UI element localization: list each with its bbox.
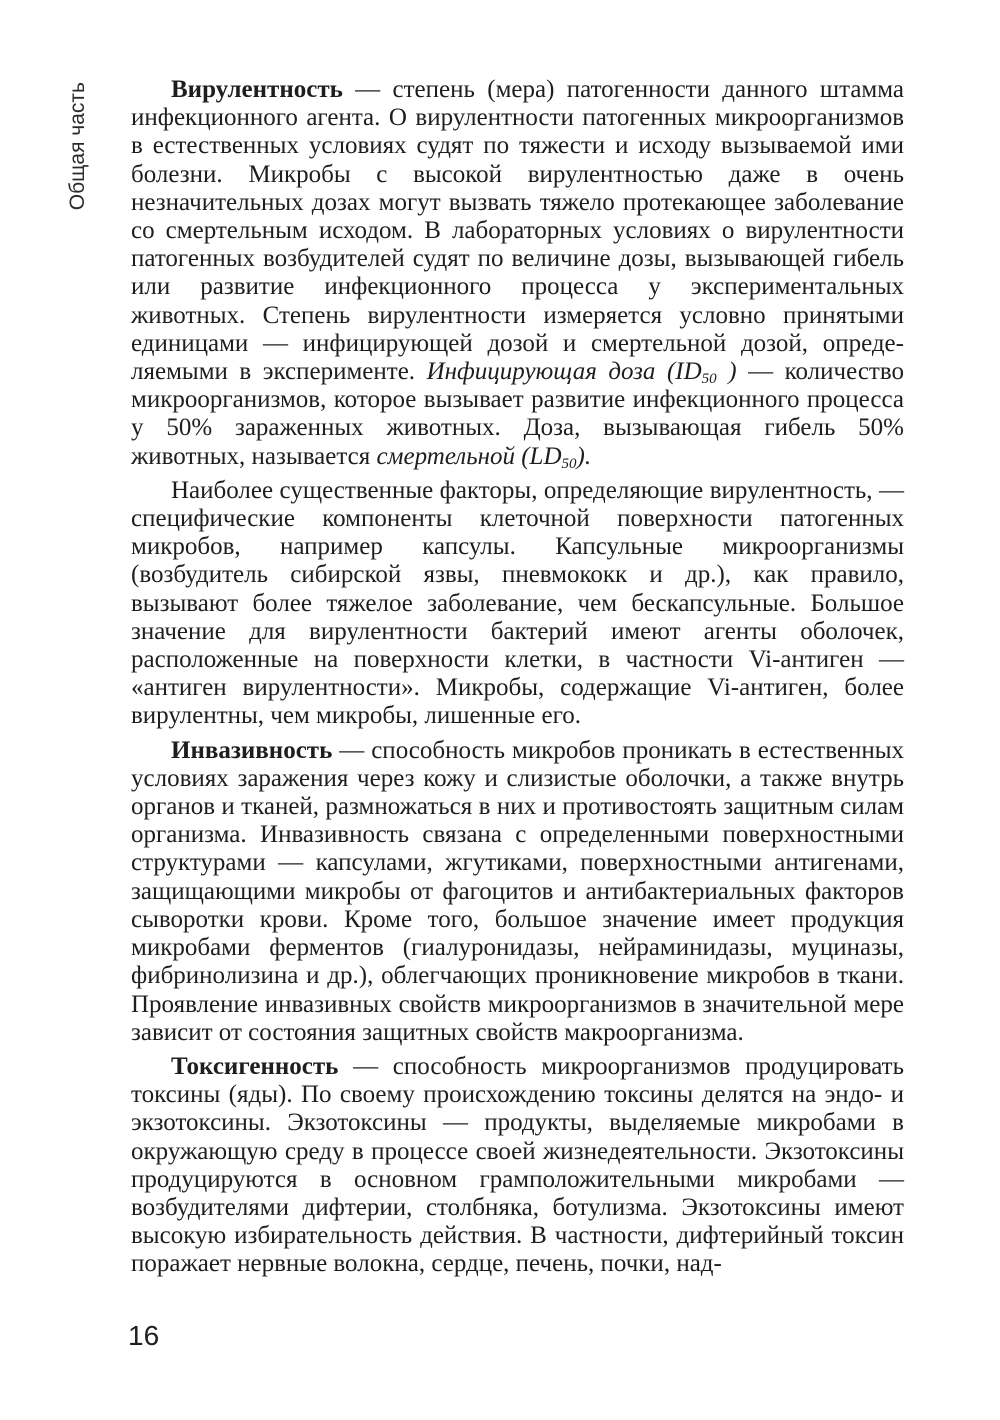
- paragraph-invasiveness: [131, 737, 904, 1047]
- subscript: 50: [701, 371, 717, 388]
- paragraph-text: — способность микроорганизмов продуцировать токсины (яды). По своему происхождению токсины делятся на эндо- и экзотоксины. Экзотоксины — продукты, выделяемые микробами в окружающую среду в процессе своей жизнедеятельности. Экзотоксины продуцируются в основном грамположительными микробами — возбудителями дифтерии, столбняка, ботулизма. Экзотоксины имеют высокую избирательность действия. В частности, дифтерийный токсин поражает нервные волокна, сердце, печень, почки, над-: [131, 1052, 904, 1278]
- page-number: 16: [128, 1320, 160, 1351]
- paragraph-text: Наиболее существенные факторы, определяющие вирулентность, — специфические компоненты клеточной поверхности патогенных микробов, например капсулы. Капсульные микроорганизмы (возбудитель сибирской язвы, пневмококк и др.), как правило, вызывают более тяжелое заболевание, чем бескапсульные. Большое значение для вирулентности бактерий имеют агенты оболочек, расположенные на поверхности клетки, в частности Vi-антиген — «антиген вирулентности». Микробы, содержащие Vi-антиген, более вирулентны, чем микробы, лишенные его.: [131, 476, 904, 730]
- paragraph-text: — количество микроорганизмов, которое вызывает развитие инфекционного процесса у 50% зараженных животных. Доза, вызывающая гибель 50% животных, называется: [131, 358, 904, 470]
- subscript: 50: [561, 455, 577, 472]
- term-virulence: Вирулентность: [171, 76, 343, 103]
- italic-term-lethal-dose: [376, 443, 591, 470]
- italic-text: ): [716, 358, 737, 386]
- page-body: [131, 76, 904, 1285]
- paragraph-text: — способность микробов проникать в естественных условиях заражения через кожу и слизистые оболочки, а также внутрь органов и тканей, размножаться в них и противостоять защитным силам организма. Инвазивность связана с определенными поверхностными структурами — капсулами, жгутиками, поверхностными антигенами, защищающими микробы от фагоцитов и антибактериальных факторов сыворотки крови. Кроме того, большое значение имеет продукция микробами ферментов (гиалуронидазы, нейраминидазы, муциназы, фибринолизина и др.), облегчающих проникновение микробов в ткани. Проявление инвазивных свойств микроорганизмов в значительной мере зависит от состояния защитных свойств макроорганизма.: [131, 736, 904, 1046]
- paragraph-toxigenicity: [131, 1053, 904, 1279]
- italic-text: ).: [576, 442, 592, 470]
- term-toxigenicity: Токсигенность: [171, 1052, 339, 1080]
- italic-text: Инфицирующая доза (ID: [426, 358, 702, 386]
- paragraph-virulence-factors: [131, 477, 904, 731]
- running-header: Общая часть: [66, 82, 89, 211]
- italic-text: смертельной (LD: [376, 442, 562, 470]
- paragraph-virulence: [131, 76, 904, 471]
- italic-term-infective-dose: [426, 358, 737, 388]
- paragraph-text: — степень (мера) патогенности данного штамма инфекционного агента. О вирулентности патогенных микроорганизмов в естественных условиях судят по тяжести и исходу вызываемой ими болезни. Микробы с высокой вирулентностью даже в очень незначительных дозах могут вызвать тяжело протекающее заболевание со смертельным исходом. В лабораторных условиях о вирулентности патогенных возбудителей судят по величине дозы, вызывающей гибель или развитие инфекционного процесса у экспериментальных животных. Степень вирулентности измеряется условно принятыми единицами — инфицирующей дозой и смертельной дозой, определяемыми в эксперименте.: [131, 76, 904, 386]
- term-invasiveness: Инвазивность: [171, 736, 333, 764]
